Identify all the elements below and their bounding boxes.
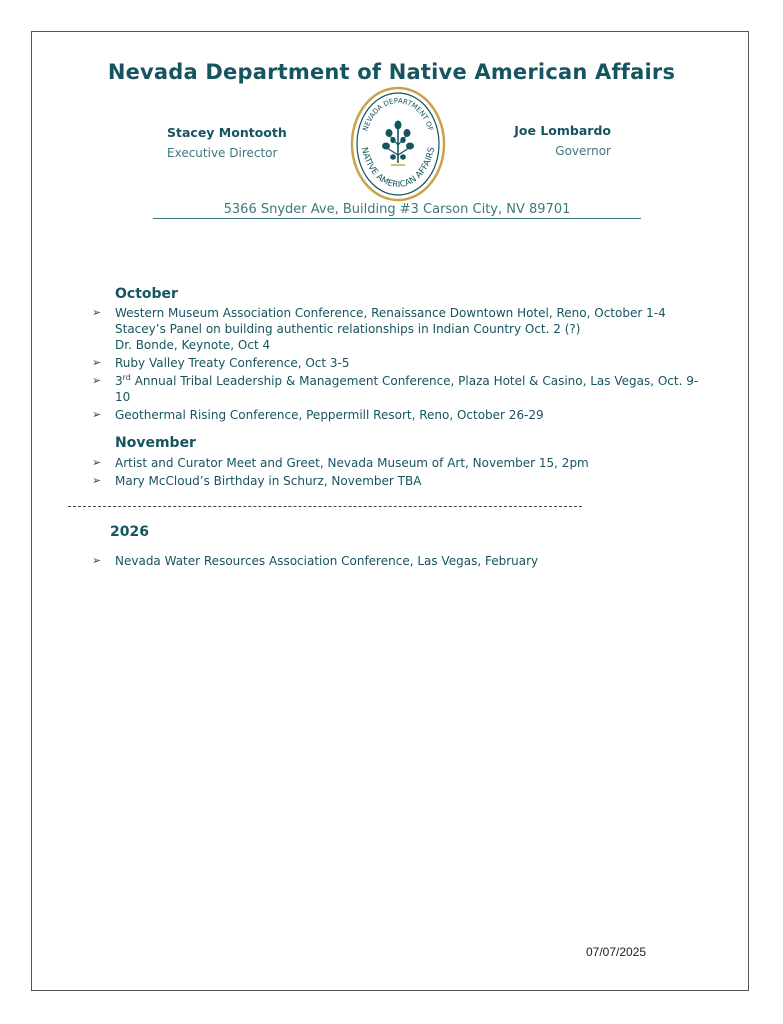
event-text: Ruby Valley Treaty Conference, Oct 3-5 (115, 356, 350, 370)
bullet-arrow-icon: ➢ (92, 306, 102, 319)
governor-role: Governor (555, 144, 611, 158)
bullet-arrow-icon: ➢ (92, 474, 102, 487)
event-subtext: Dr. Bonde, Keynote, Oct 4 (115, 338, 271, 352)
event-ordinal-suffix: rd (122, 373, 131, 382)
event-text: Western Museum Association Conference, Renaissance Downtown Hotel, Reno, October 1-4 (115, 306, 666, 320)
event-text: Annual Tribal Leadership & Management Conference, Plaza Hotel & Casino, Las Vegas, Oct. 9-10 (115, 374, 699, 404)
october-list (0, 305, 705, 423)
list-item (0, 305, 705, 353)
governor-block (514, 123, 611, 158)
list-item (0, 373, 705, 405)
director-block (167, 125, 287, 160)
address-line: 5366 Snyder Ave, Building #3 Carson City, NV 89701 (153, 202, 641, 219)
section-heading-november: November (115, 435, 196, 451)
department-seal (349, 85, 447, 203)
bullet-arrow-icon: ➢ (92, 374, 102, 387)
section-divider (68, 506, 582, 507)
event-ordinal: 3 (115, 374, 123, 388)
year-2026-list (0, 553, 705, 569)
org-title: Nevada Department of Native American Affairs (107, 60, 676, 84)
document-date: 07/07/2025 (586, 945, 647, 959)
seal-top-text: NEVADA DEPARTMENT OF (361, 96, 435, 133)
event-text: Geothermal Rising Conference, Peppermill Resort, Reno, October 26-29 (115, 408, 544, 422)
event-text: Nevada Water Resources Association Conference, Las Vegas, February (115, 554, 539, 568)
list-item (0, 473, 705, 489)
list-item (0, 455, 705, 471)
bullet-arrow-icon: ➢ (92, 408, 102, 421)
bullet-arrow-icon: ➢ (92, 356, 102, 369)
event-text: Artist and Curator Meet and Greet, Nevada Museum of Art, November 15, 2pm (115, 456, 589, 470)
event-text: Mary McCloud’s Birthday in Schurz, November TBA (115, 474, 422, 488)
list-item (0, 355, 705, 371)
event-subtext: Stacey’s Panel on building authentic relationships in Indian Country Oct. 2 (?) (115, 322, 581, 336)
bullet-arrow-icon: ➢ (92, 456, 102, 469)
director-role: Executive Director (167, 146, 278, 160)
list-item (0, 553, 705, 569)
november-list (0, 455, 705, 489)
section-heading-october: October (115, 286, 178, 302)
seal-bottom-text: NATIVE AMERICAN AFFAIRS (358, 146, 438, 191)
section-heading-2026: 2026 (110, 524, 149, 540)
director-name: Stacey Montooth (167, 125, 287, 140)
bullet-arrow-icon: ➢ (92, 554, 102, 567)
governor-name: Joe Lombardo (514, 123, 611, 138)
list-item (0, 407, 705, 423)
